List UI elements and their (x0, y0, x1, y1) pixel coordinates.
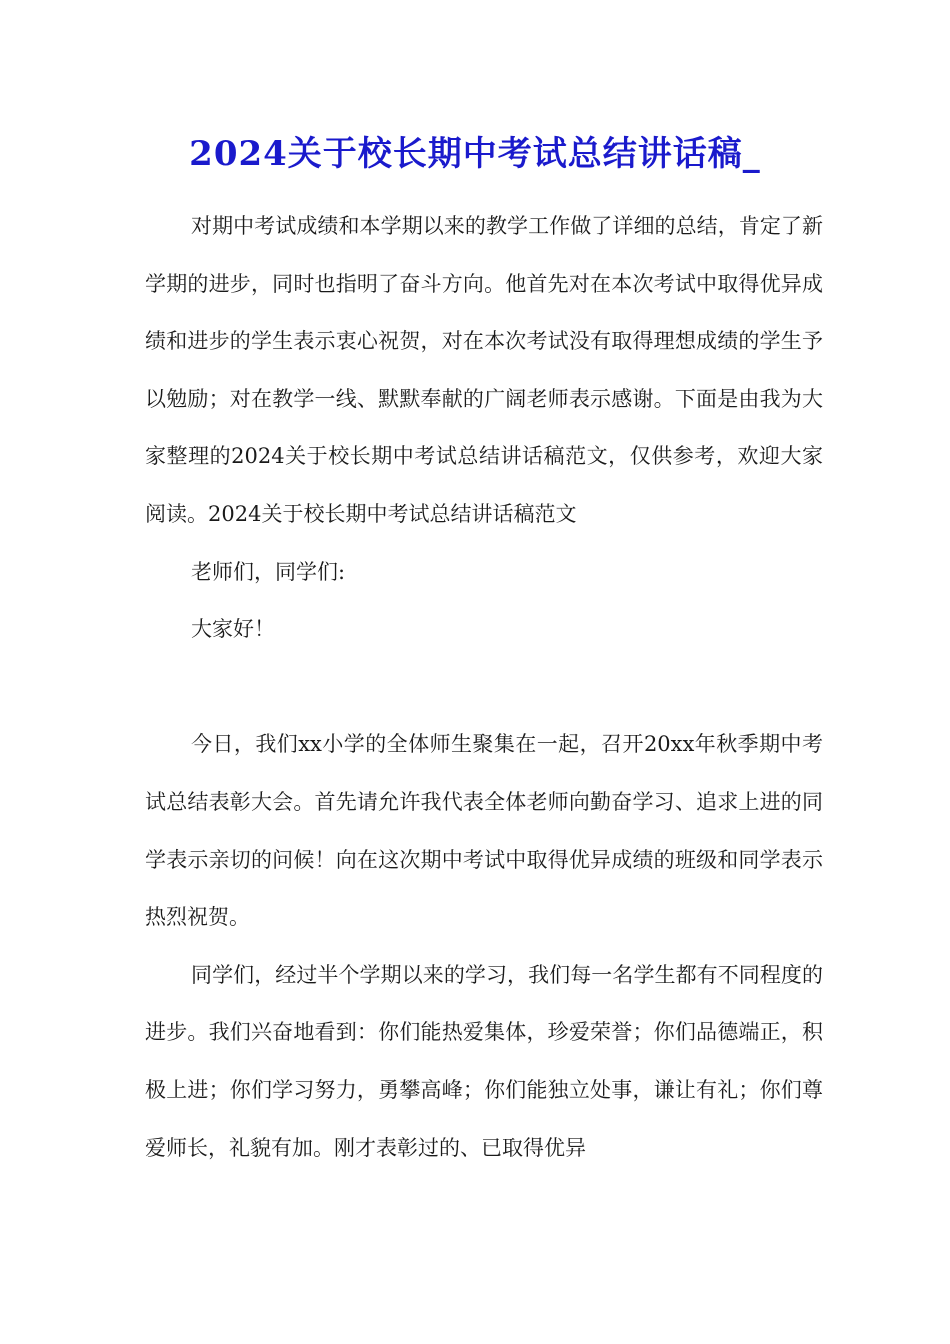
progress-paragraph: 同学们，经过半个学期以来的学习，我们每一名学生都有不同程度的进步。我们兴奋地看到：你们能热爱集体，珍爱荣誉；你们品德端正，积极上进；你们学习努力，勇攀高峰；你们能独立处事，谦让有礼；你们尊爱师长，礼貌有加。刚才表彰过的、已取得优异 (145, 962, 823, 1160)
intro-paragraph: 对期中考试成绩和本学期以来的教学工作做了详细的总结，肯定了新学期的进步，同时也指明了奋斗方向。他首先对在本次考试中取得优异成绩和进步的学生表示衷心祝贺，对在本次考试没有取得理想成绩的学生予以勉励；对在教学一线、默默奉献的广阔老师表示感谢。下面是由我为大家整理的2024关于校长期中考试总结讲话稿范文，仅供参考，欢迎大家阅读。2024关于校长期中考试总结讲话稿范文 (145, 214, 823, 526)
document-body (145, 198, 823, 1177)
opening-paragraph: 今日，我们xx小学的全体师生聚集在一起，召开20xx年秋季期中考试总结表彰大会。首先请允许我代表全体老师向勤奋学习、追求上进的同学表示亲切的问候！向在这次期中考试中取得优异成绩的班级和同学表示热烈祝贺。 (145, 732, 823, 930)
blank-line (145, 659, 823, 717)
salutation-paragraph: 老师们，同学们: (191, 559, 346, 584)
document-title: 2024关于校长期中考试总结讲话稿_ (189, 134, 761, 174)
greeting-paragraph: 大家好！ (191, 617, 275, 642)
